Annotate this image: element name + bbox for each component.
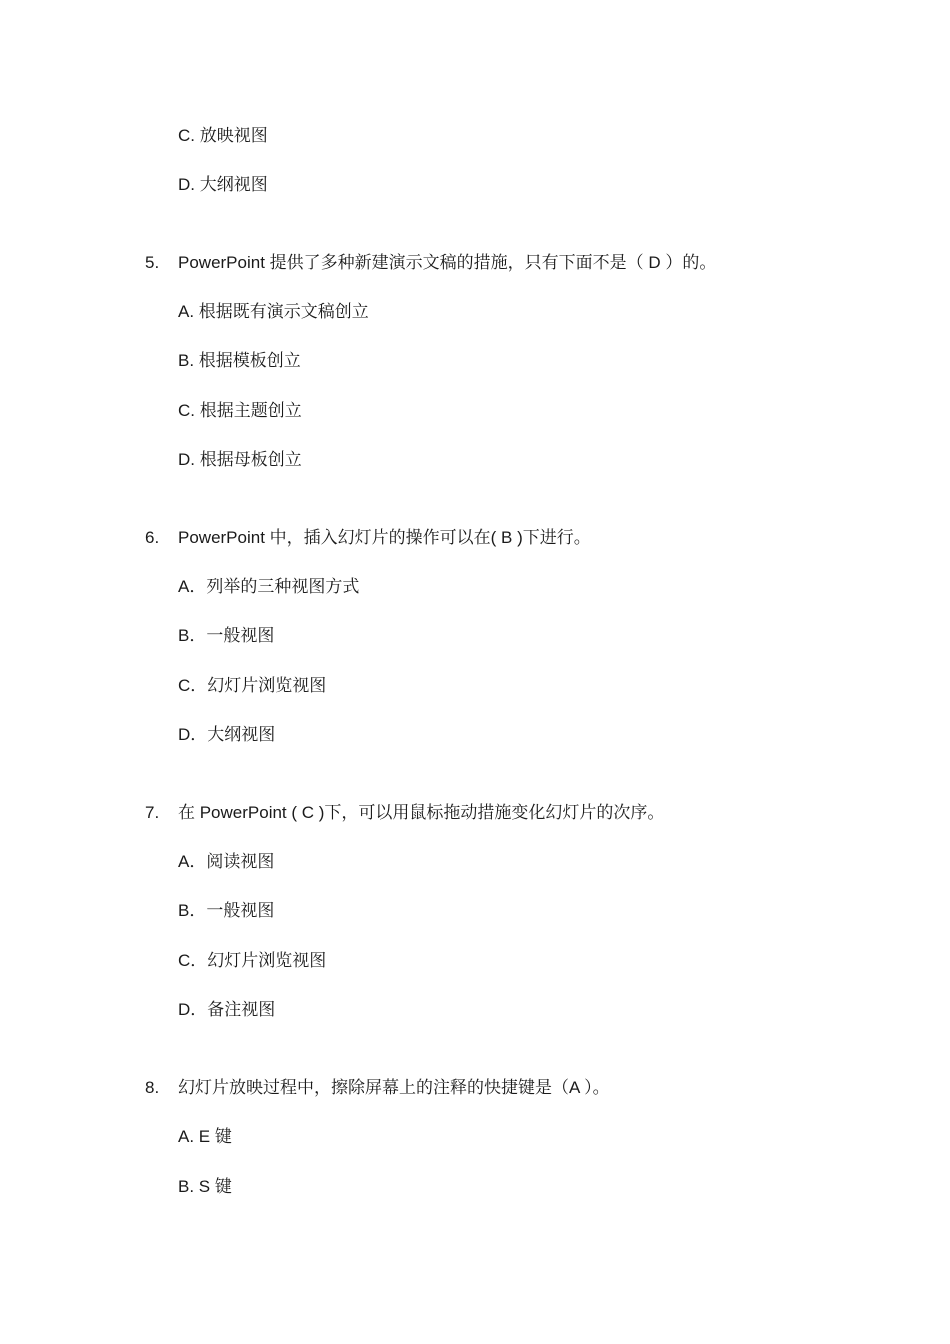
option-a: A. 根据既有演示文稿创立 — [178, 302, 369, 321]
option-c: C. 根据主题创立 — [178, 401, 302, 420]
question-text: 幻灯片放映过程中，擦除屏幕上的注释的快捷键是（A ）。 — [178, 1078, 610, 1097]
option-d: D．备注视图 — [178, 1000, 276, 1019]
option-b: B. 根据模板创立 — [178, 351, 301, 370]
option-d: D. 根据母板创立 — [178, 450, 302, 469]
option-c: C．幻灯片浏览视图 — [178, 951, 327, 970]
question-number: 8. — [145, 1078, 160, 1097]
question-number: 5. — [145, 253, 160, 272]
option-a: A. E 键 — [178, 1127, 232, 1146]
option-b: B. S 键 — [178, 1177, 232, 1196]
option-d: D．大纲视图 — [178, 725, 276, 744]
option-b: B．一般视图 — [178, 626, 275, 645]
option-a: A．列举的三种视图方式 — [178, 577, 360, 596]
question-number: 6. — [145, 528, 160, 547]
question-number: 7. — [145, 803, 160, 822]
option-a: A．阅读视图 — [178, 852, 275, 871]
option-d: D. 大纲视图 — [178, 175, 268, 194]
option-c: C．幻灯片浏览视图 — [178, 676, 327, 695]
option-c: C. 放映视图 — [178, 126, 268, 145]
question-text: 在 PowerPoint ( C )下，可以用鼠标拖动措施变化幻灯片的次序。 — [178, 803, 665, 822]
question-text: PowerPoint 中，插入幻灯片的操作可以在( B )下进行。 — [178, 528, 591, 547]
option-b: B．一般视图 — [178, 901, 275, 920]
question-text: PowerPoint 提供了多种新建演示文稿的措施，只有下面不是（ D ）的。 — [178, 253, 717, 272]
